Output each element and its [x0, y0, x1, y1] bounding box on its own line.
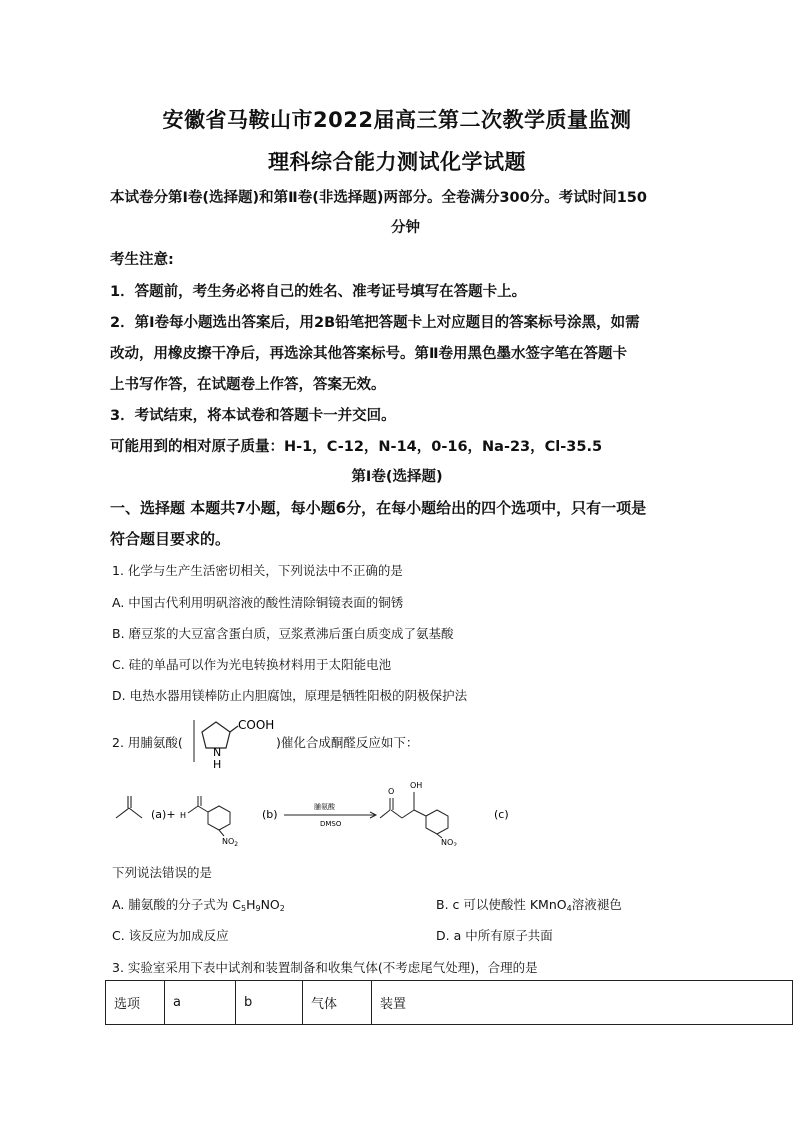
arrow-solvent-label: DMSO: [320, 820, 342, 828]
atomic-masses: 可能用到的相对原子质量：H-1，C-12，N-14，0-16，Na-23，Cl-35.5: [110, 439, 603, 455]
exam-title: 安徽省马鞍山市2022届高三第二次教学质量监测: [162, 108, 632, 132]
label-c: (c): [494, 808, 509, 821]
arrow-catalyst-label: 脯氨酸: [314, 803, 335, 811]
q1-option-b: B. 磨豆浆的大豆富含蛋白质，豆浆煮沸后蛋白质变成了氨基酸: [112, 626, 454, 641]
header-cell-apparatus: 装置: [372, 981, 793, 1025]
notice-heading: 考生注意:: [110, 252, 174, 268]
q3-options-table: [105, 980, 793, 1025]
label-b: (b): [262, 808, 278, 821]
q1-option-d: D. 电热水器用镁棒防止内胆腐蚀，原理是牺牲阳极的阴极保护法: [112, 688, 468, 703]
q1-option-c: C. 硅的单晶可以作为光电转换材料用于太阳能电池: [112, 657, 392, 672]
proline-cooh-label: COOH: [238, 718, 275, 732]
notice-item-2-line-1: 2．第Ⅰ卷每小题选出答案后，用2B铅笔把答题卡上对应题目的答案标号涂黑，如需: [110, 315, 640, 331]
header-cell-option: 选项: [106, 981, 165, 1025]
notice-item-2-line-3: 上书写作答，在试题卷上作答，答案无效。: [110, 377, 386, 393]
section-1-desc-line-1: 一、选择题 本题共7小题，每小题6分，在每小题给出的四个选项中，只有一项是: [110, 499, 647, 517]
q1-option-a: A. 中国古代利用明矾溶液的酸性清除铜镜表面的铜锈: [112, 595, 404, 610]
label-a: (a)+: [151, 808, 176, 821]
q1-stem: 1. 化学与生产生活密切相关，下列说法中不正确的是: [112, 563, 403, 578]
notice-item-1: 1．答题前，考生务必将自己的姓名、准考证号填写在答题卡上。: [110, 284, 527, 300]
q2-option-b: B. c 可以使酸性 KMnO$_4$溶液褪色: [436, 897, 622, 913]
section-1-title: 第Ⅰ卷(选择题): [351, 469, 443, 485]
q2-question: 下列说法错误的是: [112, 865, 213, 880]
ketone-o-label: O: [388, 787, 395, 796]
q2-option-c: C. 该反应为加成反应: [112, 928, 229, 943]
aldehyde-h-label: H: [180, 811, 187, 820]
q2-stem-pre: 2. 用脯氨酸(: [112, 735, 183, 750]
header-cell-gas: 气体: [303, 981, 372, 1025]
proline-n-label: N: [213, 746, 222, 759]
reaction-scheme: [108, 778, 528, 846]
table-header-row: [106, 981, 793, 1025]
q2-option-d: D. a 中所有原子共面: [436, 928, 553, 943]
intro-line-1: 本试卷分第Ⅰ卷(选择题)和第Ⅱ卷(非选择题)两部分。全卷满分300分。考试时间150: [110, 190, 647, 206]
intro-line-2: 分钟: [391, 220, 420, 236]
header-cell-a: a: [165, 981, 236, 1025]
notice-item-3: 3．考试结束，将本试卷和答题卡一并交回。: [110, 408, 396, 424]
proline-h-label: H: [213, 758, 222, 770]
nitro-label-1: $NO_2$: [222, 837, 239, 846]
exam-subtitle: 理科综合能力测试化学试题: [268, 150, 526, 174]
q2-stem-post: )催化合成酮醛反应如下：: [276, 735, 419, 750]
proline-structure: [186, 712, 278, 770]
header-cell-b: b: [236, 981, 303, 1025]
q3-stem: 3. 实验室采用下表中试剂和装置制备和收集气体(不考虑尾气处理)，合理的是: [112, 960, 538, 975]
nitro-label-2: $NO_2$: [441, 838, 458, 846]
section-1-desc-line-2: 符合题目要求的。: [110, 530, 231, 548]
q2-option-a: A. 脯氨酸的分子式为 $C_5H_9NO_2$: [112, 897, 285, 913]
notice-item-2-line-2: 改动，用橡皮擦干净后，再选涂其他答案标号。第Ⅱ卷用黑色墨水签字笔在答题卡: [110, 346, 628, 362]
hydroxyl-label: OH: [410, 781, 423, 790]
